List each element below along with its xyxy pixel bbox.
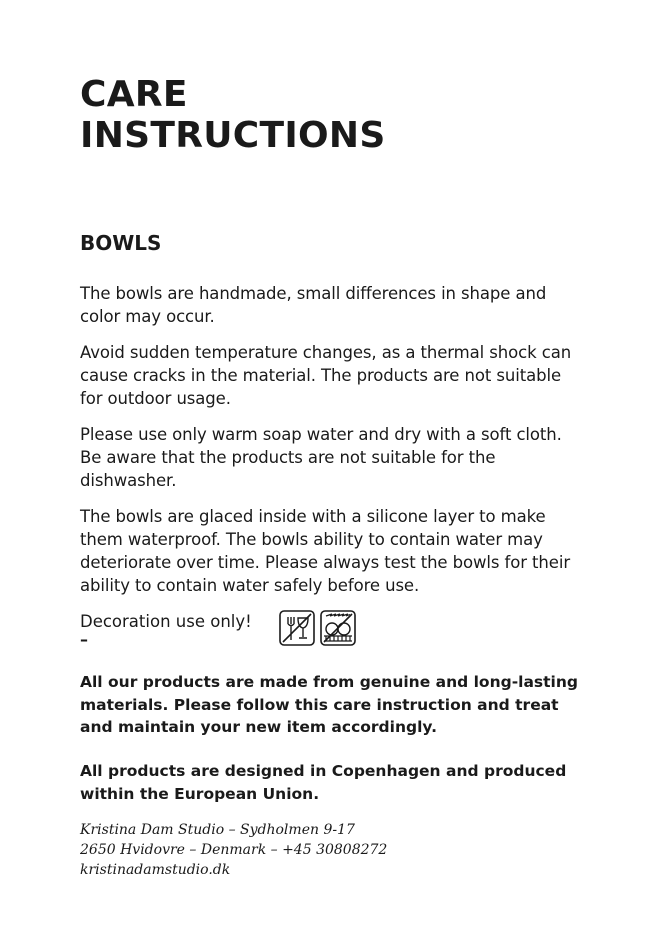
website-link: kristinadamstudio.dk (80, 862, 231, 878)
decoration-row (80, 610, 580, 650)
not-dishwasher-safe-icon (320, 610, 356, 646)
address-line-2: 2650 Hvidovre – Denmark – +45 30808272 (80, 842, 388, 858)
not-food-safe-icon (279, 610, 315, 646)
section-heading: BOWLS (80, 231, 162, 255)
paragraph-cleaning: Please use only warm soap water and dry with a soft cloth. Be aware that the products are not suitable for the dishwasher. (80, 425, 562, 490)
paragraph-temperature: Avoid sudden temperature changes, as a thermal shock can cause cracks in the material. The products are not suitable for outdoor usage. (80, 343, 572, 408)
origin-statement: All products are designed in Copenhagen and produced within the European Union. (80, 762, 567, 803)
address-line-1: Kristina Dam Studio – Sydholmen 9-17 (80, 822, 355, 838)
decoration-note: Decoration use only! (80, 612, 252, 631)
paragraph-handmade: The bowls are handmade, small differences in shape and color may occur. (80, 284, 547, 326)
instructions-body (80, 282, 580, 610)
paragraph-silicone: The bowls are glaced inside with a silicone layer to make them waterproof. The bowls ability to contain water may deteriorate over time. Please always test the bowls for their ability to contain water safely before use. (80, 507, 570, 595)
care-icons (279, 610, 356, 646)
page-title: CARE INSTRUCTIONS (80, 74, 386, 156)
dash-separator: – (80, 630, 88, 649)
materials-statement: All our products are made from genuine and long-lasting materials. Please follow this care instruction and treat and maintain your new item accordingly. (80, 673, 578, 736)
company-address (80, 820, 387, 880)
